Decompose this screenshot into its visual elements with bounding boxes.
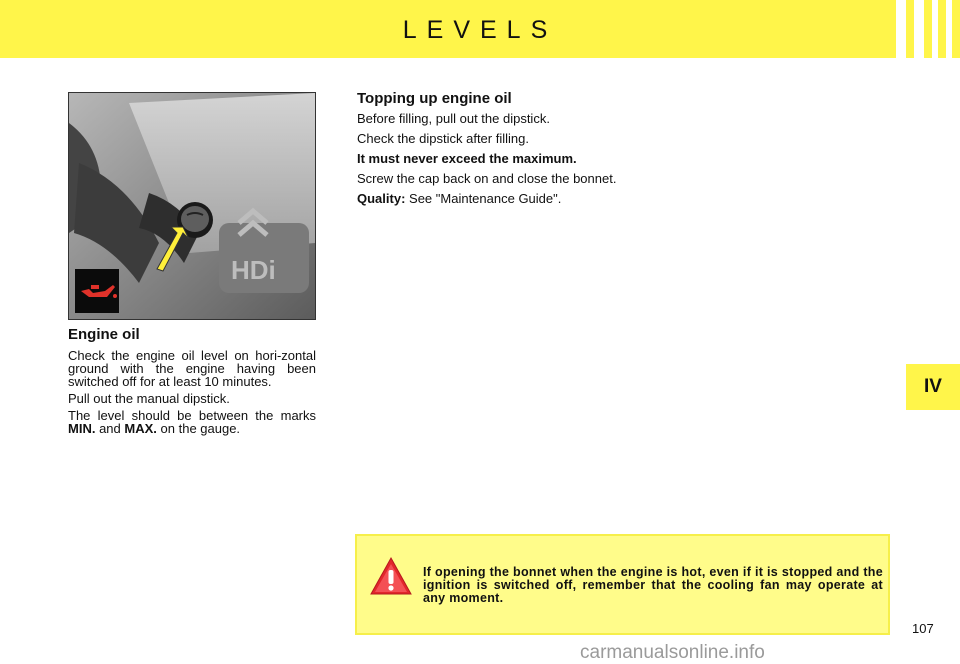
engine-oil-heading: Engine oil [68, 326, 140, 343]
topping-line1: Before filling, pull out the dipstick. [357, 111, 550, 126]
topping-up-section [357, 90, 837, 212]
page-number: 107 [912, 621, 934, 636]
max-mark: MAX. [124, 421, 157, 436]
engine-oil-para2: Pull out the manual dipstick. [68, 391, 230, 406]
para3-post: on the gauge. [160, 421, 241, 436]
quality-line [357, 192, 837, 206]
engine-oil-section [68, 326, 316, 439]
oil-can-icon [75, 269, 119, 313]
page-title: LEVELS [402, 16, 558, 44]
para3-and: and [99, 421, 121, 436]
para3-pre: The level should be between the marks [68, 408, 316, 423]
hdi-logo: HDi [231, 255, 276, 285]
engine-oil-para3 [68, 409, 316, 435]
min-mark: MIN. [68, 421, 96, 436]
topping-line3: It must never exceed the maximum. [357, 151, 577, 166]
engine-oil-para1: Check the engine oil level on hori-zontal ground with the engine having been switched off for at least 10 minutes. [68, 348, 316, 389]
quality-text: See "Maintenance Guide". [409, 191, 562, 206]
watermark: carmanualsonline.info [580, 642, 765, 663]
warning-triangle-icon [369, 556, 413, 596]
topping-line2: Check the dipstick after filling. [357, 131, 529, 146]
topping-up-heading: Topping up engine oil [357, 90, 512, 107]
warning-text: If opening the bonnet when the engine is hot, even if it is stopped and the ignition is switched off, remember that the cooling fan may operate at any moment. [423, 565, 883, 605]
engine-photo [68, 92, 316, 320]
warning-box [355, 534, 890, 635]
chapter-tab: IV [906, 364, 960, 410]
topping-line4: Screw the cap back on and close the bonnet. [357, 171, 617, 186]
quality-label: Quality: [357, 191, 406, 206]
